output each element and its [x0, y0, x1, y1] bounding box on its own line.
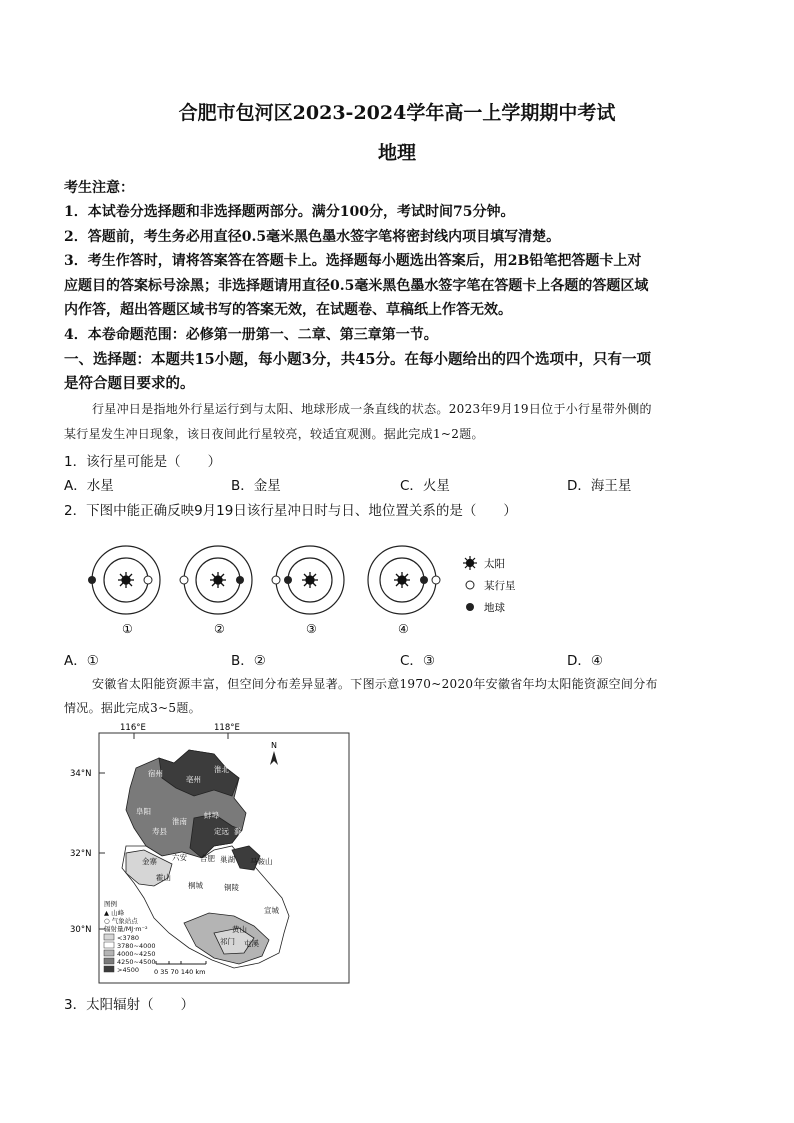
passage2-line-2: 情况。据此完成3~5题。 — [64, 701, 201, 715]
city-label: 淮北 — [214, 765, 229, 774]
city-label: 桐城 — [188, 881, 203, 890]
orbit-diagram-2 — [180, 546, 252, 636]
legend-class-4: 4250~4500 — [117, 958, 156, 966]
city-label: 马鞍山 — [250, 857, 273, 866]
notice-line-5: 内作答，超出答题区域书写的答案无效，在试题卷、草稿纸上作答无效。 — [64, 302, 512, 318]
legend-station: ○ 气象站点 — [104, 917, 138, 925]
notice-line-6: 4．本卷命题范围：必修第一册第一、二章、第三章第一节。 — [64, 327, 438, 343]
city-label: 黄山 — [232, 925, 247, 934]
city-label: 六安 — [172, 853, 187, 862]
planet-icon — [272, 576, 280, 584]
diagram-label-4: ④ — [398, 622, 409, 636]
city-label: 宣城 — [264, 906, 279, 915]
city-label: 铜陵 — [224, 883, 239, 892]
city-label: 滁州 — [234, 827, 249, 836]
legend-swatch-4 — [104, 958, 114, 964]
notice-line-4: 应题目的答案标号涂黑；非选择题请用直径0.5毫米黑色墨水签字笔在答题卡上各题的答题区域 — [64, 278, 649, 294]
sun-icon — [210, 572, 226, 588]
notice-line-1: 1．本试卷分选择题和非选择题两部分。满分100分，考试时间75分钟。 — [64, 204, 515, 220]
legend-class-1: <3780 — [117, 934, 139, 942]
legend-planet-label: 某行星 — [484, 580, 516, 592]
orbit-diagram-1 — [88, 546, 160, 636]
passage1-line-1: 行星冲日是指地外行星运行到与太阳、地球形成一条直线的状态。2023年9月19日位于小行星带外侧的 — [92, 402, 652, 416]
lon-label-118: 118°E — [214, 723, 240, 733]
lon-label-116: 116°E — [120, 723, 146, 733]
earth-legend-icon — [466, 603, 474, 611]
city-label: 屯溪 — [244, 939, 259, 948]
orbit-legend — [463, 556, 516, 614]
lat-label-30: 30°N — [70, 925, 92, 935]
legend-class-5: >4500 — [117, 966, 139, 974]
city-label: 蚌埠 — [204, 811, 219, 820]
q1-option-a: A．水星 — [64, 478, 114, 494]
sun-icon — [118, 572, 134, 588]
legend-swatch-2 — [104, 942, 114, 948]
earth-icon — [236, 576, 244, 584]
q2-option-a: A．① — [64, 653, 99, 669]
q2-option-b: B．② — [231, 653, 266, 669]
subject-title: 地理 — [377, 142, 416, 164]
city-label: 寿县 — [152, 827, 167, 836]
legend-peak: ▲ 山峰 — [104, 909, 125, 917]
notice-line-2: 2．答题前，考生务必用直径0.5毫米黑色墨水签字笔将密封线内项目填写清楚。 — [64, 229, 561, 245]
city-label: 金寨 — [142, 857, 157, 866]
sun-icon — [302, 572, 318, 588]
section-heading-line-2: 是符合题目要求的。 — [64, 375, 195, 392]
legend-sun-label: 太阳 — [484, 558, 505, 570]
section-heading-line-1: 一、选择题：本题共15小题，每小题3分，共45分。在每小题给出的四个选项中，只有一项 — [64, 351, 651, 368]
passage1-line-2: 某行星发生冲日现象，该日夜间此行星较亮，较适宜观测。据此完成1~2题。 — [64, 427, 484, 441]
sun-legend-icon — [463, 556, 477, 570]
city-label: 合肥 — [200, 854, 215, 863]
diagram-label-2: ② — [214, 622, 225, 636]
legend-class-3: 4000~4250 — [117, 950, 156, 958]
lat-label-32: 32°N — [70, 849, 92, 859]
city-label: 巢湖 — [220, 855, 235, 864]
legend-earth-label: 地球 — [484, 602, 505, 614]
legend-title: 图例 — [104, 900, 117, 908]
legend-swatch-1 — [104, 934, 114, 940]
diagram-label-3: ③ — [306, 622, 317, 636]
q1-option-d: D．海王星 — [567, 478, 632, 494]
notice-heading: 考生注意： — [64, 180, 134, 196]
scale-label: 0 35 70 140 km — [154, 968, 206, 976]
planet-icon — [180, 576, 188, 584]
q1-option-c: C．火星 — [400, 478, 450, 494]
earth-icon — [88, 576, 96, 584]
legend-class-2: 3780~4000 — [117, 942, 156, 950]
orbit-diagrams — [80, 538, 540, 638]
city-label: 宿州 — [148, 769, 163, 778]
notice-line-3: 3．考生作答时，请将答案答在答题卡上。选择题每小题选出答案后，用2B铅笔把答题卡上对 — [64, 253, 642, 269]
city-label: 霍山 — [156, 873, 171, 882]
earth-icon — [420, 576, 428, 584]
lat-label-34: 34°N — [70, 769, 92, 779]
legend-unit: 辐射量/MJ·m⁻² — [104, 925, 148, 933]
legend-swatch-3 — [104, 950, 114, 956]
q2-option-c: C．③ — [400, 653, 436, 669]
diagram-label-1: ① — [122, 622, 133, 636]
orbit-diagram-3 — [272, 546, 344, 636]
q2-option-d: D．④ — [567, 653, 603, 669]
earth-icon — [284, 576, 292, 584]
q2-stem: 2．下图中能正确反映9月19日该行星冲日时与日、地位置关系的是（ ） — [64, 503, 517, 519]
planet-icon — [432, 576, 440, 584]
exam-title: 合肥市包河区2023-2024学年高一上学期期中考试 — [178, 102, 616, 124]
city-label: 祁门 — [220, 937, 235, 946]
q3-stem: 3．太阳辐射（ ） — [64, 997, 195, 1013]
q1-stem: 1．该行星可能是（ ） — [64, 454, 222, 470]
planet-icon — [144, 576, 152, 584]
passage2-line-1: 安徽省太阳能资源丰富，但空间分布差异显著。下图示意1970~2020年安徽省年均太阳能资源空间分布 — [92, 677, 658, 691]
city-label: 定远 — [214, 827, 229, 836]
svg-text:N: N — [271, 741, 277, 750]
sun-icon — [394, 572, 410, 588]
anhui-solar-map — [64, 718, 354, 988]
orbit-diagram-4 — [368, 546, 440, 636]
city-label: 阜阳 — [136, 807, 151, 816]
city-label: 淮南 — [172, 817, 187, 826]
q1-option-b: B．金星 — [231, 478, 281, 494]
legend-swatch-5 — [104, 966, 114, 972]
city-label: 亳州 — [186, 775, 201, 784]
planet-legend-icon — [466, 581, 474, 589]
